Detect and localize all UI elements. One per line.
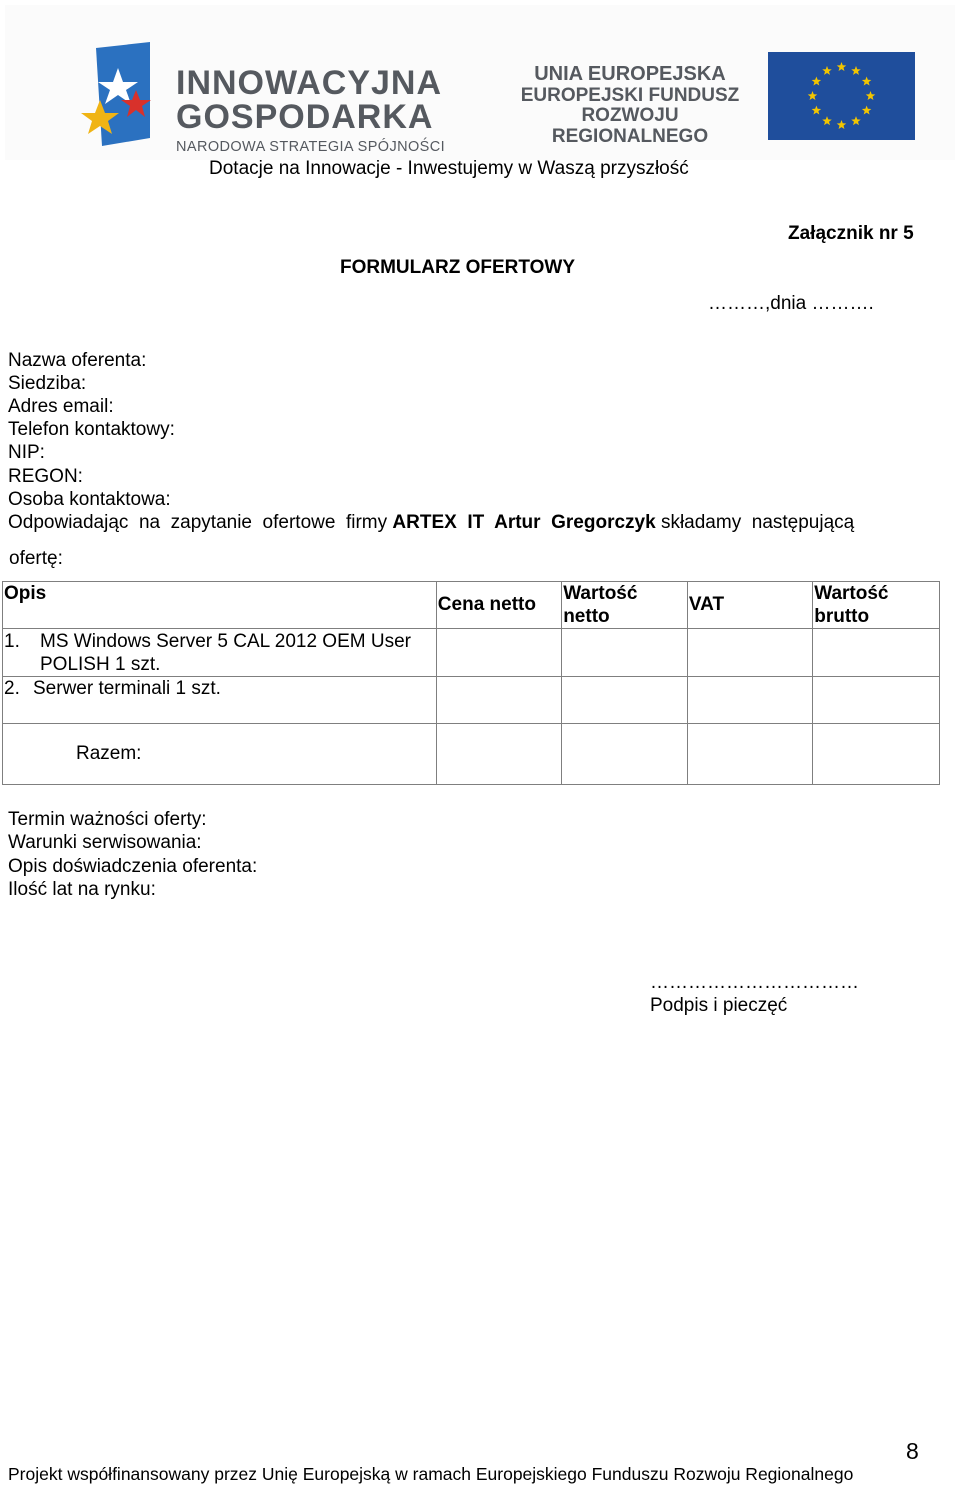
item-2-cena-netto — [436, 677, 561, 724]
date-line: ………,dnia ………. — [708, 293, 874, 314]
intro-company: ARTEX IT Artur Gregorczyk — [392, 512, 656, 533]
eu-line-1: UNIA EUROPEJSKA — [534, 63, 726, 85]
eu-line-3: ROZWOJU REGIONALNEGO — [551, 105, 709, 147]
field-validity: Termin ważności oferty: — [8, 809, 207, 830]
item-2-vat — [687, 677, 812, 724]
tagline: Dotacje na Innowacje - Inwestujemy w Waszą przyszłość — [209, 158, 689, 179]
logo-line-3: NARODOWA STRATEGIA SPÓJNOŚCI — [176, 139, 446, 155]
logo-line-1: INNOWACYJNA — [176, 64, 443, 102]
header-wartosc-brutto-label: Wartość brutto — [814, 583, 889, 627]
item-2-wartosc-brutto — [813, 677, 940, 724]
eu-line-2: EUROPEJSKI FUNDUSZ — [520, 84, 740, 106]
field-experience: Opis doświadczenia oferenta: — [8, 856, 258, 877]
field-nip: NIP: — [8, 442, 45, 463]
innovation-stars-logo — [70, 38, 170, 153]
page-number: 8 — [906, 1438, 919, 1464]
header-wartosc-netto-label: Wartość netto — [563, 583, 638, 627]
item-1-cena-netto — [436, 629, 561, 677]
total-vat — [687, 724, 812, 785]
item-2-number: 2. — [4, 678, 20, 699]
item-2-text: Serwer terminali 1 szt. — [33, 678, 221, 699]
footer-text: Projekt współfinansowany przez Unię Europejską w ramach Europejskiego Funduszu Rozwoju Regionalnego — [8, 1464, 854, 1484]
field-phone: Telefon kontaktowy: — [8, 419, 175, 440]
field-email: Adres email: — [8, 396, 114, 417]
total-label: Razem: — [76, 743, 142, 764]
field-regon: REGON: — [8, 466, 83, 487]
page-title: FORMULARZ OFERTOWY — [340, 257, 576, 278]
table-total-row — [3, 724, 940, 785]
field-service-terms: Warunki serwisowania: — [8, 832, 202, 853]
item-1-vat — [687, 629, 812, 677]
innovation-logo-text — [176, 66, 445, 155]
item-1-wartosc-netto — [562, 629, 688, 677]
header-wartosc-netto — [562, 582, 688, 629]
header-cena-netto — [436, 582, 561, 629]
item-2-cell — [3, 677, 437, 724]
header-opis-label: Opis — [4, 583, 47, 604]
logo-line-2: GOSPODARKA — [176, 98, 434, 136]
table-row — [3, 677, 940, 724]
item-1-number: 1. — [4, 631, 20, 652]
total-wartosc-netto — [562, 724, 688, 785]
field-contact-person: Osoba kontaktowa: — [8, 489, 171, 510]
table-row — [3, 629, 940, 677]
total-cena-netto — [436, 724, 561, 785]
item-1-wartosc-brutto — [813, 629, 940, 677]
field-years-on-market: Ilość lat na rynku: — [8, 879, 156, 900]
header-cena-netto-label: Cena netto — [437, 594, 536, 615]
intro-paragraph — [8, 512, 854, 534]
item-2-wartosc-netto — [562, 677, 688, 724]
table-header-row — [3, 582, 940, 629]
intro-suffix: składamy następującą — [655, 512, 855, 533]
item-1-text: MS Windows Server 5 CAL 2012 OEM User — [40, 631, 411, 652]
intro-prefix: Odpowiadając na zapytanie ofertowe firmy — [8, 512, 393, 533]
item-1-cell — [3, 629, 437, 677]
field-bidder-name: Nazwa oferenta: — [8, 350, 147, 371]
header-wartosc-brutto — [813, 582, 940, 629]
eu-fund-logo-text — [505, 64, 755, 147]
item-1-text-2: POLISH 1 szt. — [40, 654, 161, 675]
header-vat-label: VAT — [688, 594, 725, 615]
intro-line-2: ofertę: — [9, 548, 63, 569]
attachment-label: Załącznik nr 5 — [788, 223, 914, 244]
header-vat — [687, 582, 812, 629]
signature-dots: …………………………… — [650, 972, 859, 993]
field-seat: Siedziba: — [8, 373, 87, 394]
eu-flag-icon — [768, 52, 915, 140]
signature-label: Podpis i pieczęć — [650, 995, 788, 1016]
total-label-cell — [3, 724, 437, 785]
total-wartosc-brutto — [813, 724, 940, 785]
header-opis — [3, 582, 437, 629]
offer-table — [2, 581, 940, 785]
